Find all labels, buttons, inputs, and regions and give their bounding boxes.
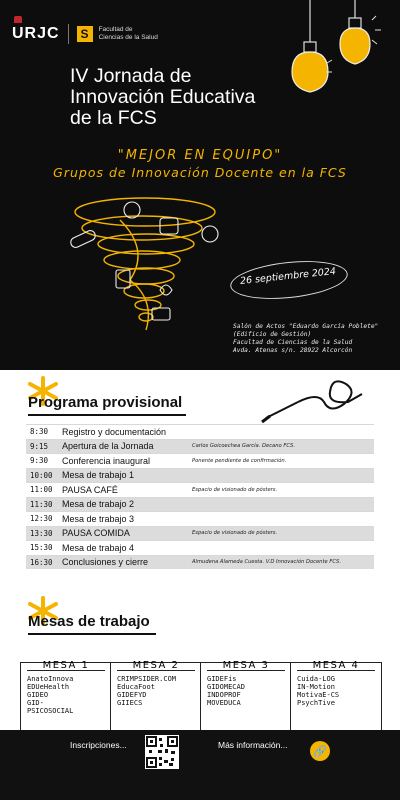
slogan-secondary: Grupos de Innovación Docente en la FCS xyxy=(53,165,347,180)
mesas-title: Mesas de trabajo xyxy=(28,613,150,630)
info-label: Más información... xyxy=(218,740,288,750)
qr-code[interactable] xyxy=(145,735,179,769)
table-row: 9:15 Apertura de la Jornada Carlos Goicoechea García. Decano FCS. xyxy=(26,439,374,454)
mesa-card xyxy=(200,662,292,738)
logo-block xyxy=(12,24,159,44)
table-row: 8:30 Registro y documentación xyxy=(26,424,374,439)
table-row: 10:00 Mesa de trabajo 1 xyxy=(26,468,374,483)
faculty-name: Facultad de Ciencias de la Salud xyxy=(98,26,158,41)
mesa-heading: MESA 3 xyxy=(222,660,270,671)
table-row: 11:30 Mesa de trabajo 2 xyxy=(26,497,374,512)
urjc-logo: URJC xyxy=(12,25,60,43)
logo-divider xyxy=(68,24,69,44)
table-row: 13:30 PAUSA COMIDA Espacio de visionado de pósters. xyxy=(26,526,374,541)
hero-section xyxy=(0,0,400,370)
program-title-underline xyxy=(28,414,186,416)
mesa-items: Cuida-LOG IN-Motion MotivaE-CS PsychTive xyxy=(297,675,340,707)
table-row: 12:30 Mesa de trabajo 3 xyxy=(26,511,374,526)
faculty-badge: S xyxy=(77,26,93,42)
mesa-items: CRIMPSIDER.COM EducaFoot GIDEFYD GIIECS xyxy=(117,675,177,707)
mesas-title-underline xyxy=(28,633,156,635)
program-title: Programa provisional xyxy=(28,394,183,411)
event-title: IV Jornada de Innovación Educativa de la FCS xyxy=(70,65,256,129)
table-row: 9:30 Conferencia inaugural Ponente pendiente de confirmación. xyxy=(26,453,374,468)
link-icon[interactable]: 🔗 xyxy=(310,741,330,761)
table-row: 16:30 Conclusiones y cierre Almudena Alameda Cuesta. V.D Innovación Docente FCS. xyxy=(26,555,374,570)
crown-icon xyxy=(14,16,22,23)
mesa-items: AnatoInnova EDUeHealth GIDEO GID- PSICOSOCIAL xyxy=(27,675,74,715)
venue-info: Salón de Actos "Eduardo García Poblete" (Edificio de Gestión) Facultad de Ciencias de la Salud Avda. Atenas s/n. 28922 Alcorcón xyxy=(233,323,379,354)
program-table xyxy=(26,424,374,569)
mesa-items: GIDEFis GIDOMECAD INDOPROF MOVEDUCA xyxy=(207,675,245,707)
table-row: 11:00 PAUSA CAFÉ Espacio de visionado de pósters. xyxy=(26,482,374,497)
table-row: 15:30 Mesa de trabajo 4 xyxy=(26,540,374,555)
registration-label: Inscripciones... xyxy=(70,740,127,750)
mesa-heading: MESA 1 xyxy=(42,660,90,671)
mesa-card xyxy=(20,662,112,738)
footer xyxy=(0,730,400,800)
tornado-illustration xyxy=(60,190,230,340)
mesa-heading: MESA 4 xyxy=(312,660,360,671)
pen-doodle-icon xyxy=(258,374,368,426)
event-date: 26 septiembre 2024 xyxy=(239,265,337,288)
mesa-card xyxy=(290,662,382,738)
mesa-heading: MESA 2 xyxy=(132,660,180,671)
light-bulb-icon xyxy=(280,0,390,110)
slogan-primary: "MEJOR EN EQUIPO" xyxy=(117,148,283,163)
mesa-card xyxy=(110,662,202,738)
